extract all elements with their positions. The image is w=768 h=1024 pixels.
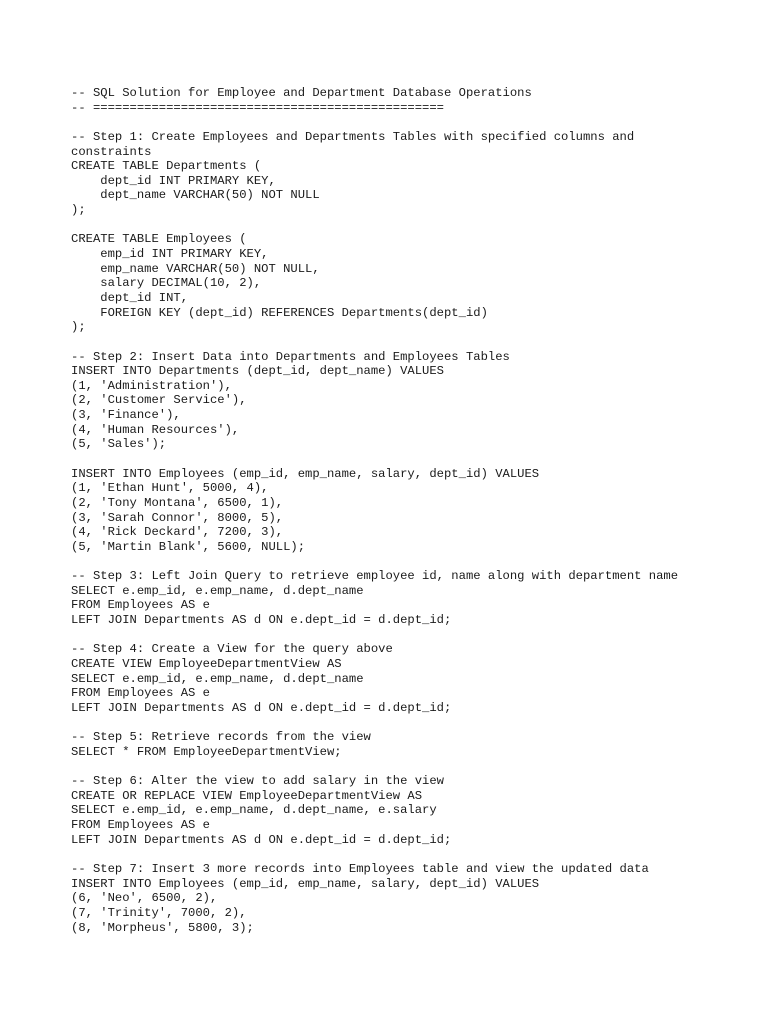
code-line [71,115,731,130]
code-line: (5, 'Sales'); [71,437,167,452]
code-line: (7, 'Trinity', 7000, 2), [71,905,247,920]
code-line: FROM Employees AS e [71,818,210,833]
code-line: SELECT e.emp_id, e.emp_name, d.dept_name [71,583,364,598]
code-line: LEFT JOIN Departments AS d ON e.dept_id = d.dept_id; [71,613,452,628]
code-line: ); [71,320,86,335]
code-line: CREATE OR REPLACE VIEW EmployeeDepartmentView AS [71,788,423,803]
code-line [71,628,731,643]
code-line: FROM Employees AS e [71,598,210,613]
code-line: SELECT * FROM EmployeeDepartmentView; [71,744,342,759]
code-line: dept_id INT PRIMARY KEY, [71,173,276,188]
code-line: INSERT INTO Departments (dept_id, dept_name) VALUES [71,364,444,379]
code-line: salary DECIMAL(10, 2), [71,276,262,291]
code-line: -- Step 3: Left Join Query to retrieve employee id, name along with department name [71,569,679,584]
code-line: -- Step 7: Insert 3 more records into Employees table and view the updated data [71,861,649,876]
code-line: SELECT e.emp_id, e.emp_name, d.dept_name [71,671,364,686]
code-line: (1, 'Administration'), [71,378,232,393]
code-line: constraints [71,144,152,159]
code-line: CREATE TABLE Departments ( [71,159,262,174]
code-line [71,335,731,350]
code-line: (5, 'Martin Blank', 5600, NULL); [71,539,306,554]
code-line: FOREIGN KEY (dept_id) REFERENCES Departments(dept_id) [71,305,488,320]
code-line [71,555,731,570]
code-line: (3, 'Finance'), [71,408,181,423]
code-line: -- Step 4: Create a View for the query above [71,642,393,657]
code-line: -- ================================================ [71,100,444,115]
code-line: CREATE TABLE Employees ( [71,232,247,247]
code-line [71,218,731,233]
code-line [71,847,731,862]
code-line [71,452,731,467]
code-line: -- Step 5: Retrieve records from the view [71,730,371,745]
code-line: (4, 'Rick Deckard', 7200, 3), [71,525,284,540]
code-line: (1, 'Ethan Hunt', 5000, 4), [71,481,269,496]
code-line: -- Step 6: Alter the view to add salary in the view [71,774,444,789]
code-line: dept_name VARCHAR(50) NOT NULL [71,188,320,203]
code-line [71,759,731,774]
code-line: (3, 'Sarah Connor', 8000, 5), [71,510,284,525]
code-line: emp_id INT PRIMARY KEY, [71,247,269,262]
code-line: -- SQL Solution for Employee and Department Database Operations [71,86,532,100]
code-line: FROM Employees AS e [71,686,210,701]
code-line: CREATE VIEW EmployeeDepartmentView AS [71,656,342,671]
code-line: (2, 'Tony Montana', 6500, 1), [71,495,284,510]
code-line: -- Step 1: Create Employees and Departments Tables with specified columns and [71,129,635,144]
code-line: (8, 'Morpheus', 5800, 3); [71,920,254,935]
code-line: (6, 'Neo', 6500, 2), [71,891,218,906]
code-line: ); [71,203,86,218]
code-line: SELECT e.emp_id, e.emp_name, d.dept_name, e.salary [71,803,437,818]
code-line: LEFT JOIN Departments AS d ON e.dept_id = d.dept_id; [71,832,452,847]
code-line: LEFT JOIN Departments AS d ON e.dept_id = d.dept_id; [71,700,452,715]
code-line: (2, 'Customer Service'), [71,393,247,408]
code-line [71,716,731,731]
sql-code-block [71,86,731,935]
code-line: dept_id INT, [71,290,189,305]
code-line: INSERT INTO Employees (emp_id, emp_name, salary, dept_id) VALUES [71,466,540,481]
code-line: INSERT INTO Employees (emp_id, emp_name, salary, dept_id) VALUES [71,876,540,891]
code-line: emp_name VARCHAR(50) NOT NULL, [71,261,320,276]
code-line: (4, 'Human Resources'), [71,422,240,437]
code-line: -- Step 2: Insert Data into Departments and Employees Tables [71,349,510,364]
